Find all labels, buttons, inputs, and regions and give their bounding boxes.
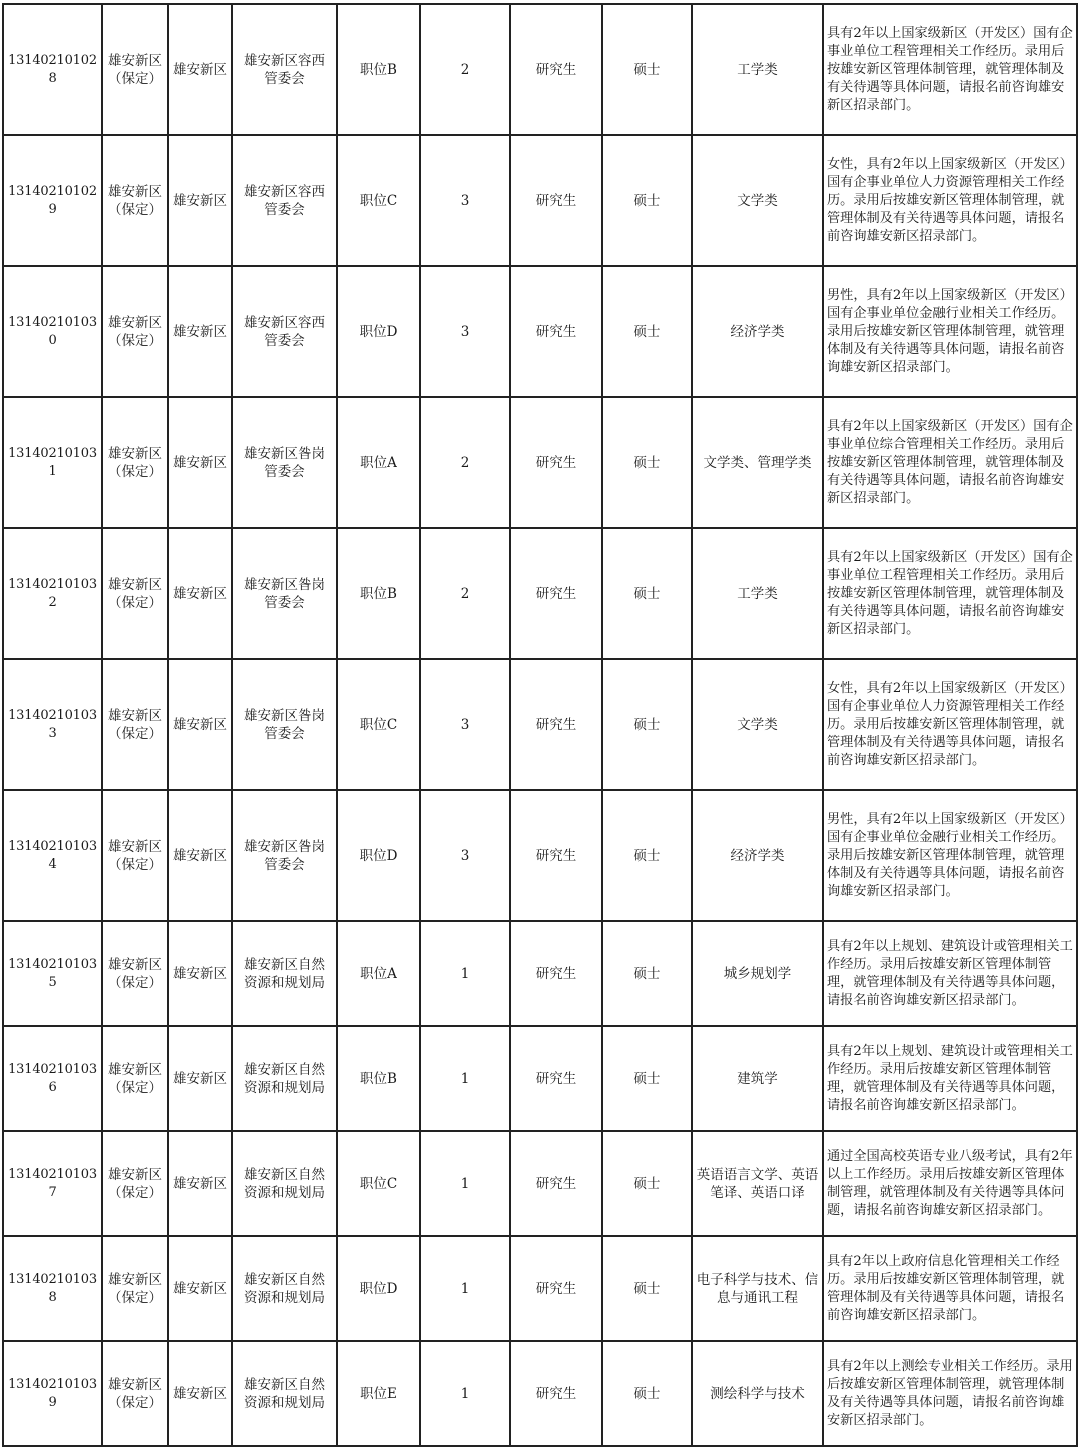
department-cell: 雄安新区自然资源和规划局 [232, 1236, 337, 1341]
agency-cell: 雄安新区（保定） [102, 4, 168, 135]
education-cell: 研究生 [510, 790, 602, 921]
department-cell: 雄安新区容西管委会 [232, 4, 337, 135]
headcount-cell: 1 [420, 921, 510, 1026]
agency-cell: 雄安新区（保定） [102, 1026, 168, 1131]
agency-cell: 雄安新区（保定） [102, 790, 168, 921]
area-cell: 雄安新区 [168, 135, 232, 266]
degree-cell: 硕士 [602, 790, 692, 921]
table-row [3, 266, 1077, 397]
position-cell: 职位D [337, 790, 420, 921]
department-cell: 雄安新区容西管委会 [232, 135, 337, 266]
position-code-cell: 131402101039 [3, 1341, 102, 1446]
degree-cell: 硕士 [602, 135, 692, 266]
education-cell: 研究生 [510, 266, 602, 397]
position-code-cell: 131402101029 [3, 135, 102, 266]
headcount-cell: 3 [420, 266, 510, 397]
major-cell: 经济学类 [692, 790, 823, 921]
degree-cell: 硕士 [602, 4, 692, 135]
requirements-cell: 男性，具有2年以上国家级新区（开发区）国有企事业单位金融行业相关工作经历。录用后按雄安新区管理体制管理，就管理体制及有关待遇等具体问题，请报名前咨询雄安新区招录部门。 [823, 266, 1077, 397]
position-cell: 职位A [337, 921, 420, 1026]
education-cell: 研究生 [510, 1236, 602, 1341]
position-cell: 职位C [337, 659, 420, 790]
degree-cell: 硕士 [602, 1236, 692, 1341]
department-cell: 雄安新区昝岗管委会 [232, 397, 337, 528]
department-cell: 雄安新区自然资源和规划局 [232, 1131, 337, 1236]
headcount-cell: 2 [420, 397, 510, 528]
position-code-cell: 131402101036 [3, 1026, 102, 1131]
agency-cell: 雄安新区（保定） [102, 921, 168, 1026]
headcount-cell: 2 [420, 4, 510, 135]
degree-cell: 硕士 [602, 1131, 692, 1236]
department-cell: 雄安新区昝岗管委会 [232, 790, 337, 921]
table-row [3, 1026, 1077, 1131]
education-cell: 研究生 [510, 1341, 602, 1446]
requirements-cell: 通过全国高校英语专业八级考试，具有2年以上工作经历。录用后按雄安新区管理体制管理，就管理体制及有关待遇等具体问题，请报名前咨询雄安新区招录部门。 [823, 1131, 1077, 1236]
agency-cell: 雄安新区（保定） [102, 659, 168, 790]
education-cell: 研究生 [510, 397, 602, 528]
table-row [3, 135, 1077, 266]
position-code-cell: 131402101028 [3, 4, 102, 135]
area-cell: 雄安新区 [168, 4, 232, 135]
position-code-cell: 131402101033 [3, 659, 102, 790]
position-cell: 职位C [337, 135, 420, 266]
position-cell: 职位D [337, 266, 420, 397]
area-cell: 雄安新区 [168, 921, 232, 1026]
position-cell: 职位C [337, 1131, 420, 1236]
headcount-cell: 1 [420, 1341, 510, 1446]
table-row [3, 397, 1077, 528]
agency-cell: 雄安新区（保定） [102, 266, 168, 397]
position-code-cell: 131402101034 [3, 790, 102, 921]
department-cell: 雄安新区自然资源和规划局 [232, 921, 337, 1026]
degree-cell: 硕士 [602, 1341, 692, 1446]
table-row [3, 790, 1077, 921]
major-cell: 电子科学与技术、信息与通讯工程 [692, 1236, 823, 1341]
requirements-cell: 具有2年以上国家级新区（开发区）国有企事业单位综合管理相关工作经历。录用后按雄安新区管理体制管理，就管理体制及有关待遇等具体问题，请报名前咨询雄安新区招录部门。 [823, 397, 1077, 528]
requirements-cell: 女性，具有2年以上国家级新区（开发区）国有企事业单位人力资源管理相关工作经历。录用后按雄安新区管理体制管理，就管理体制及有关待遇等具体问题，请报名前咨询雄安新区招录部门。 [823, 659, 1077, 790]
area-cell: 雄安新区 [168, 1341, 232, 1446]
degree-cell: 硕士 [602, 266, 692, 397]
area-cell: 雄安新区 [168, 790, 232, 921]
department-cell: 雄安新区自然资源和规划局 [232, 1341, 337, 1446]
major-cell: 文学类 [692, 659, 823, 790]
table-row [3, 4, 1077, 135]
agency-cell: 雄安新区（保定） [102, 1236, 168, 1341]
requirements-cell: 具有2年以上政府信息化管理相关工作经历。录用后按雄安新区管理体制管理，就管理体制及有关待遇等具体问题，请报名前咨询雄安新区招录部门。 [823, 1236, 1077, 1341]
degree-cell: 硕士 [602, 397, 692, 528]
position-code-cell: 131402101038 [3, 1236, 102, 1341]
position-cell: 职位B [337, 1026, 420, 1131]
education-cell: 研究生 [510, 135, 602, 266]
headcount-cell: 1 [420, 1131, 510, 1236]
position-cell: 职位D [337, 1236, 420, 1341]
position-code-cell: 131402101037 [3, 1131, 102, 1236]
department-cell: 雄安新区昝岗管委会 [232, 528, 337, 659]
major-cell: 测绘科学与技术 [692, 1341, 823, 1446]
position-code-cell: 131402101030 [3, 266, 102, 397]
requirements-cell: 具有2年以上规划、建筑设计或管理相关工作经历。录用后按雄安新区管理体制管理，就管理体制及有关待遇等具体问题，请报名前咨询雄安新区招录部门。 [823, 1026, 1077, 1131]
education-cell: 研究生 [510, 1026, 602, 1131]
education-cell: 研究生 [510, 921, 602, 1026]
degree-cell: 硕士 [602, 921, 692, 1026]
major-cell: 英语语言文学、英语笔译、英语口译 [692, 1131, 823, 1236]
headcount-cell: 3 [420, 135, 510, 266]
headcount-cell: 1 [420, 1236, 510, 1341]
table-row [3, 1131, 1077, 1236]
table-row [3, 659, 1077, 790]
education-cell: 研究生 [510, 4, 602, 135]
position-code-cell: 131402101035 [3, 921, 102, 1026]
degree-cell: 硕士 [602, 1026, 692, 1131]
agency-cell: 雄安新区（保定） [102, 1341, 168, 1446]
position-cell: 职位A [337, 397, 420, 528]
major-cell: 文学类 [692, 135, 823, 266]
headcount-cell: 3 [420, 790, 510, 921]
major-cell: 经济学类 [692, 266, 823, 397]
degree-cell: 硕士 [602, 528, 692, 659]
major-cell: 建筑学 [692, 1026, 823, 1131]
agency-cell: 雄安新区（保定） [102, 397, 168, 528]
area-cell: 雄安新区 [168, 266, 232, 397]
requirements-cell: 具有2年以上国家级新区（开发区）国有企事业单位工程管理相关工作经历。录用后按雄安新区管理体制管理，就管理体制及有关待遇等具体问题，请报名前咨询雄安新区招录部门。 [823, 4, 1077, 135]
area-cell: 雄安新区 [168, 659, 232, 790]
position-code-cell: 131402101032 [3, 528, 102, 659]
requirements-cell: 男性，具有2年以上国家级新区（开发区）国有企事业单位金融行业相关工作经历。录用后按雄安新区管理体制管理，就管理体制及有关待遇等具体问题，请报名前咨询雄安新区招录部门。 [823, 790, 1077, 921]
area-cell: 雄安新区 [168, 528, 232, 659]
major-cell: 工学类 [692, 528, 823, 659]
area-cell: 雄安新区 [168, 1236, 232, 1341]
requirements-cell: 具有2年以上测绘专业相关工作经历。录用后按雄安新区管理体制管理，就管理体制及有关待遇等具体问题，请报名前咨询雄安新区招录部门。 [823, 1341, 1077, 1446]
position-cell: 职位E [337, 1341, 420, 1446]
department-cell: 雄安新区自然资源和规划局 [232, 1026, 337, 1131]
major-cell: 城乡规划学 [692, 921, 823, 1026]
requirements-cell: 具有2年以上国家级新区（开发区）国有企事业单位工程管理相关工作经历。录用后按雄安新区管理体制管理，就管理体制及有关待遇等具体问题，请报名前咨询雄安新区招录部门。 [823, 528, 1077, 659]
agency-cell: 雄安新区（保定） [102, 135, 168, 266]
agency-cell: 雄安新区（保定） [102, 1131, 168, 1236]
position-cell: 职位B [337, 528, 420, 659]
table-row [3, 1341, 1077, 1446]
department-cell: 雄安新区昝岗管委会 [232, 659, 337, 790]
agency-cell: 雄安新区（保定） [102, 528, 168, 659]
department-cell: 雄安新区容西管委会 [232, 266, 337, 397]
major-cell: 工学类 [692, 4, 823, 135]
table-row [3, 528, 1077, 659]
headcount-cell: 2 [420, 528, 510, 659]
position-cell: 职位B [337, 4, 420, 135]
headcount-cell: 1 [420, 1026, 510, 1131]
education-cell: 研究生 [510, 528, 602, 659]
education-cell: 研究生 [510, 1131, 602, 1236]
major-cell: 文学类、管理学类 [692, 397, 823, 528]
table-row [3, 1236, 1077, 1341]
area-cell: 雄安新区 [168, 1131, 232, 1236]
requirements-cell: 女性，具有2年以上国家级新区（开发区）国有企事业单位人力资源管理相关工作经历。录用后按雄安新区管理体制管理，就管理体制及有关待遇等具体问题，请报名前咨询雄安新区招录部门。 [823, 135, 1077, 266]
requirements-cell: 具有2年以上规划、建筑设计或管理相关工作经历。录用后按雄安新区管理体制管理，就管理体制及有关待遇等具体问题，请报名前咨询雄安新区招录部门。 [823, 921, 1077, 1026]
education-cell: 研究生 [510, 659, 602, 790]
position-code-cell: 131402101031 [3, 397, 102, 528]
area-cell: 雄安新区 [168, 1026, 232, 1131]
area-cell: 雄安新区 [168, 397, 232, 528]
degree-cell: 硕士 [602, 659, 692, 790]
recruitment-table [2, 3, 1078, 1447]
headcount-cell: 3 [420, 659, 510, 790]
table-row [3, 921, 1077, 1026]
